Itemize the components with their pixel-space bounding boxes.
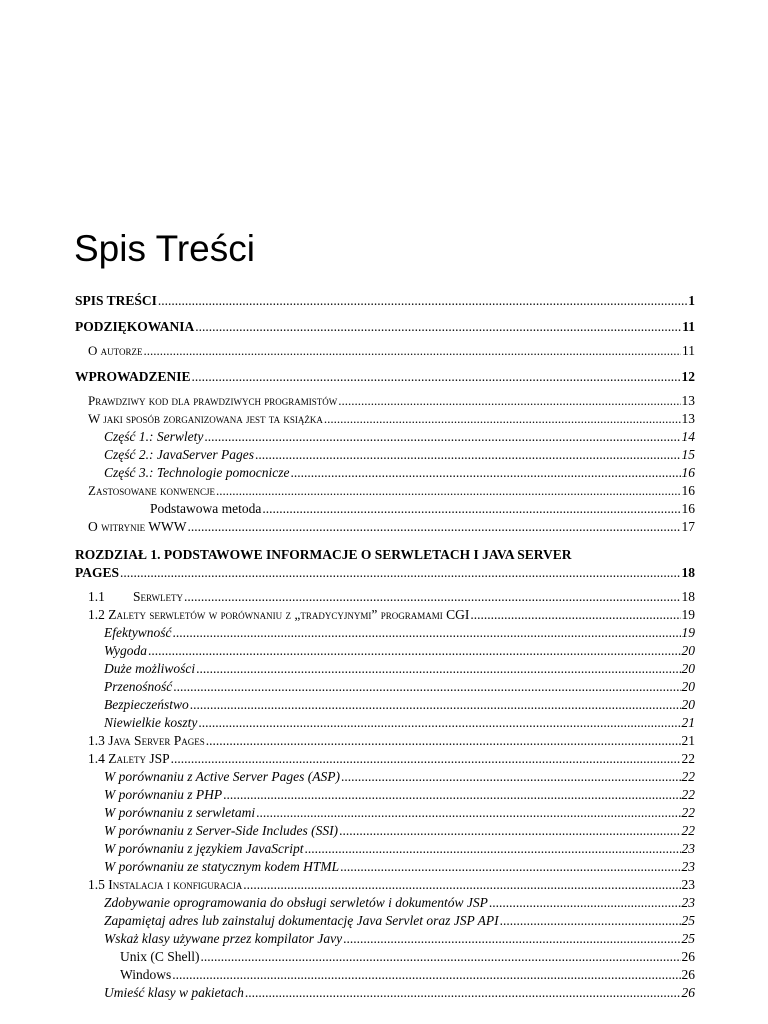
page-title: Spis Treści bbox=[74, 228, 255, 269]
toc-entry-efektywnosc[interactable]: Efektywność ..... 19 bbox=[75, 624, 695, 642]
toc-entry-1-3-java-server-pages[interactable]: 1.3 Java Server Pages ..... 21 bbox=[75, 732, 695, 750]
toc-entry-przenosnosc[interactable]: Przenośność ..... 20 bbox=[75, 678, 695, 696]
toc-entry-o-witrynie[interactable]: O witrynie WWW ..... 17 bbox=[75, 518, 695, 536]
toc-entry-1-5-instalacja[interactable]: 1.5 Instalacja i konfiguracja ..... 23 bbox=[75, 876, 695, 894]
toc-entry-prawdziwy-kod[interactable]: Prawdziwy kod dla prawdziwych programistów ..... 13 bbox=[75, 392, 695, 410]
toc-entry-porownanie-html[interactable]: W porównaniu ze statycznym kodem HTML ..... 23 bbox=[75, 858, 695, 876]
toc-entry-windows[interactable]: Windows ..... 26 bbox=[75, 966, 695, 984]
toc-entry-bezpieczenstwo[interactable]: Bezpieczeństwo ..... 20 bbox=[75, 696, 695, 714]
toc-entry-1-2-zalety-serwletow[interactable]: 1.2 Zalety serwletów w porównaniu z „tradycyjnymi” programami CGI ..... 19 bbox=[75, 606, 695, 624]
toc-entry-spis-tresci[interactable]: SPIS TREŚCI ..... 1 bbox=[75, 292, 695, 310]
toc-entry-o-autorze[interactable]: O autorze ..... 11 bbox=[75, 342, 695, 360]
toc-entry-wskaz-klasy[interactable]: Wskaż klasy używane przez kompilator Javy ..... 25 bbox=[75, 930, 695, 948]
table-of-contents bbox=[75, 292, 695, 1002]
toc-entry-1-4-zalety-jsp[interactable]: 1.4 Zalety JSP ..... 22 bbox=[75, 750, 695, 768]
toc-entry-czesc-1[interactable]: Część 1.: Serwlety ..... 14 bbox=[75, 428, 695, 446]
toc-entry-w-jaki-sposob[interactable]: W jaki sposób zorganizowana jest ta książka ..... 13 bbox=[75, 410, 695, 428]
toc-entry-zdobywanie[interactable]: Zdobywanie oprogramowania do obsługi serwletów i dokumentów JSP ..... 23 bbox=[75, 894, 695, 912]
toc-entry-podstawowa-metoda[interactable]: Podstawowa metoda ..... 16 bbox=[75, 500, 695, 518]
toc-entry-rozdzial-1[interactable]: ROZDZIAŁ 1. PODSTAWOWE INFORMACJE O SERWLETACH I JAVA SERVER PAGES ..... 18 bbox=[75, 546, 695, 582]
toc-entry-porownanie-ssi[interactable]: W porównaniu z Server-Side Includes (SSI) ..... 22 bbox=[75, 822, 695, 840]
toc-entry-duze-mozliwosci[interactable]: Duże możliwości ..... 20 bbox=[75, 660, 695, 678]
toc-entry-porownanie-serwlety[interactable]: W porównaniu z serwletami ..... 22 bbox=[75, 804, 695, 822]
toc-entry-niewielkie-koszty[interactable]: Niewielkie koszty ..... 21 bbox=[75, 714, 695, 732]
toc-entry-wygoda[interactable]: Wygoda ..... 20 bbox=[75, 642, 695, 660]
toc-entry-1-1-serwlety[interactable]: 1.1 Serwlety ..... 18 bbox=[75, 588, 695, 606]
toc-entry-umiesc-klasy[interactable]: Umieść klasy w pakietach ..... 26 bbox=[75, 984, 695, 1002]
toc-entry-podziekowania[interactable]: PODZIĘKOWANIA ..... 11 bbox=[75, 318, 695, 336]
toc-entry-wprowadzenie[interactable]: WPROWADZENIE ..... 12 bbox=[75, 368, 695, 386]
toc-entry-porownanie-php[interactable]: W porównaniu z PHP ..... 22 bbox=[75, 786, 695, 804]
toc-entry-porownanie-javascript[interactable]: W porównaniu z językiem JavaScript ..... 23 bbox=[75, 840, 695, 858]
toc-entry-czesc-2[interactable]: Część 2.: JavaServer Pages ..... 15 bbox=[75, 446, 695, 464]
toc-entry-unix[interactable]: Unix (C Shell) ..... 26 bbox=[75, 948, 695, 966]
toc-entry-zastosowane-konwencje[interactable]: Zastosowane konwencje ..... 16 bbox=[75, 482, 695, 500]
toc-entry-czesc-3[interactable]: Część 3.: Technologie pomocnicze ..... 16 bbox=[75, 464, 695, 482]
toc-entry-porownanie-asp[interactable]: W porównaniu z Active Server Pages (ASP) ..... 22 bbox=[75, 768, 695, 786]
toc-entry-zapamietaj[interactable]: Zapamiętaj adres lub zainstaluj dokumentację Java Servlet oraz JSP API ..... 25 bbox=[75, 912, 695, 930]
